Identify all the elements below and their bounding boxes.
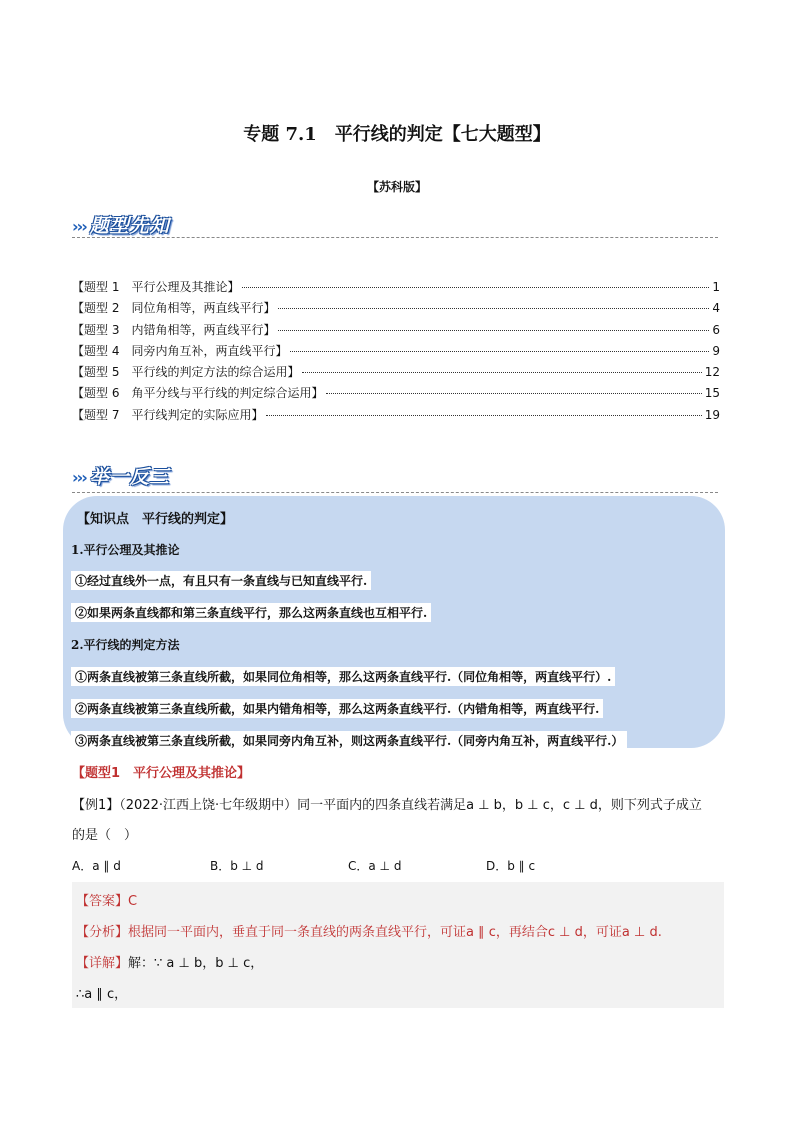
toc-label: 【题型 1 平行公理及其推论】 xyxy=(72,280,240,294)
knowledge-line: ③两条直线被第三条直线所截，如果同旁内角互补，则这两条直线平行.（同旁内角互补，两直线平行.） xyxy=(71,731,627,750)
section-banner-preview xyxy=(72,211,170,238)
example-line: 【例1】（2022·江西上饶·七年级期中）同一平面内的四条直线若满足a ⊥ b，b ⊥ c，c ⊥ d，则下列式子成立 xyxy=(72,798,702,813)
knowledge-line: ②如果两条直线都和第三条直线平行，那么这两条直线也互相平行. xyxy=(71,603,431,622)
example-question xyxy=(72,791,722,851)
toc-label: 【题型 2 同位角相等，两直线平行】 xyxy=(72,301,276,316)
answer-line xyxy=(76,890,137,909)
toc-page: 9 xyxy=(712,343,720,358)
knowledge-line: 2.平行线的判定方法 xyxy=(71,638,180,652)
toc-leader xyxy=(266,415,701,416)
banner-text: 举一反三 xyxy=(89,466,170,488)
knowledge-line: ②两条直线被第三条直线所截，如果内错角相等，那么这两条直线平行.（内错角相等，两直线平行. xyxy=(71,699,603,718)
analysis-text: 根据同一平面内，垂直于同一条直线的两条直线平行，可证a ∥ c，再结合c ⊥ d，可证a ⊥ d. xyxy=(128,925,662,940)
toc-label: 【题型 5 平行线的判定方法的综合运用】 xyxy=(72,365,300,380)
toc-page: 4 xyxy=(712,301,720,316)
banner-arrows-icon: ››› xyxy=(72,468,86,487)
detail-line xyxy=(76,983,127,1002)
toc-item[interactable] xyxy=(72,299,720,320)
toc-leader xyxy=(242,287,709,288)
knowledge-line: ①经过直线外一点，有且只有一条直线与已知直线平行. xyxy=(71,571,371,590)
toc-item[interactable] xyxy=(72,363,720,384)
toc-leader xyxy=(302,372,701,373)
toc-leader xyxy=(326,393,701,394)
knowledge-line: 1.平行公理及其推论 xyxy=(71,543,180,557)
knowledge-title: 【知识点 平行线的判定】 xyxy=(77,512,234,527)
knowledge-box xyxy=(63,496,725,748)
toc-leader xyxy=(278,330,709,331)
option-c[interactable]: C．a ⊥ d xyxy=(348,859,402,873)
detail-text: ∴a ∥ c， xyxy=(76,987,128,1002)
analysis-label: 【分析】 xyxy=(76,925,129,940)
toc-item[interactable] xyxy=(72,384,720,405)
detail-text: 解：∵ a ⊥ b，b ⊥ c， xyxy=(128,956,264,971)
section-banner-examples xyxy=(72,462,170,489)
option-d[interactable]: D．b ∥ c xyxy=(486,859,536,873)
answer-value: C xyxy=(128,894,138,909)
option-a[interactable]: A．a ∥ d xyxy=(72,859,121,873)
toc-item[interactable] xyxy=(72,278,720,299)
toc-page: 15 xyxy=(704,386,720,401)
banner-text: 题型先知 xyxy=(89,215,170,237)
banner-arrows-icon: ››› xyxy=(72,217,86,236)
toc-page: 1 xyxy=(712,280,720,294)
detail-line xyxy=(76,952,263,971)
detail-label: 【详解】 xyxy=(76,956,129,971)
toc-page: 6 xyxy=(712,322,720,337)
toc-leader xyxy=(290,351,709,352)
option-b[interactable]: B．b ⊥ d xyxy=(210,859,264,873)
answer-box xyxy=(72,882,724,1008)
toc-item[interactable] xyxy=(72,406,720,427)
toc-label: 【题型 6 角平分线与平行线的判定综合运用】 xyxy=(72,386,324,401)
answer-label: 【答案】 xyxy=(76,894,129,909)
divider xyxy=(72,492,718,493)
toc-label: 【题型 3 内错角相等，两直线平行】 xyxy=(72,322,276,337)
toc-page: 19 xyxy=(704,407,720,422)
question-type-heading: 【题型1 平行公理及其推论】 xyxy=(72,766,251,781)
edition-label: 【苏科版】 xyxy=(366,180,427,194)
analysis-line xyxy=(76,921,662,940)
toc-item[interactable] xyxy=(72,321,720,342)
page-title: 专题 7.1 平行线的判定【七大题型】 xyxy=(243,124,551,145)
example-line: 的是（ ） xyxy=(72,828,138,843)
knowledge-line: ①两条直线被第三条直线所截，如果同位角相等，那么这两条直线平行.（同位角相等，两直线平行）. xyxy=(71,667,615,686)
toc-item[interactable] xyxy=(72,342,720,363)
table-of-contents xyxy=(72,278,720,427)
toc-label: 【题型 4 同旁内角互补，两直线平行】 xyxy=(72,343,288,358)
toc-leader xyxy=(278,308,709,309)
divider xyxy=(72,237,718,238)
toc-page: 12 xyxy=(704,365,720,380)
toc-label: 【题型 7 平行线判定的实际应用】 xyxy=(72,407,264,422)
